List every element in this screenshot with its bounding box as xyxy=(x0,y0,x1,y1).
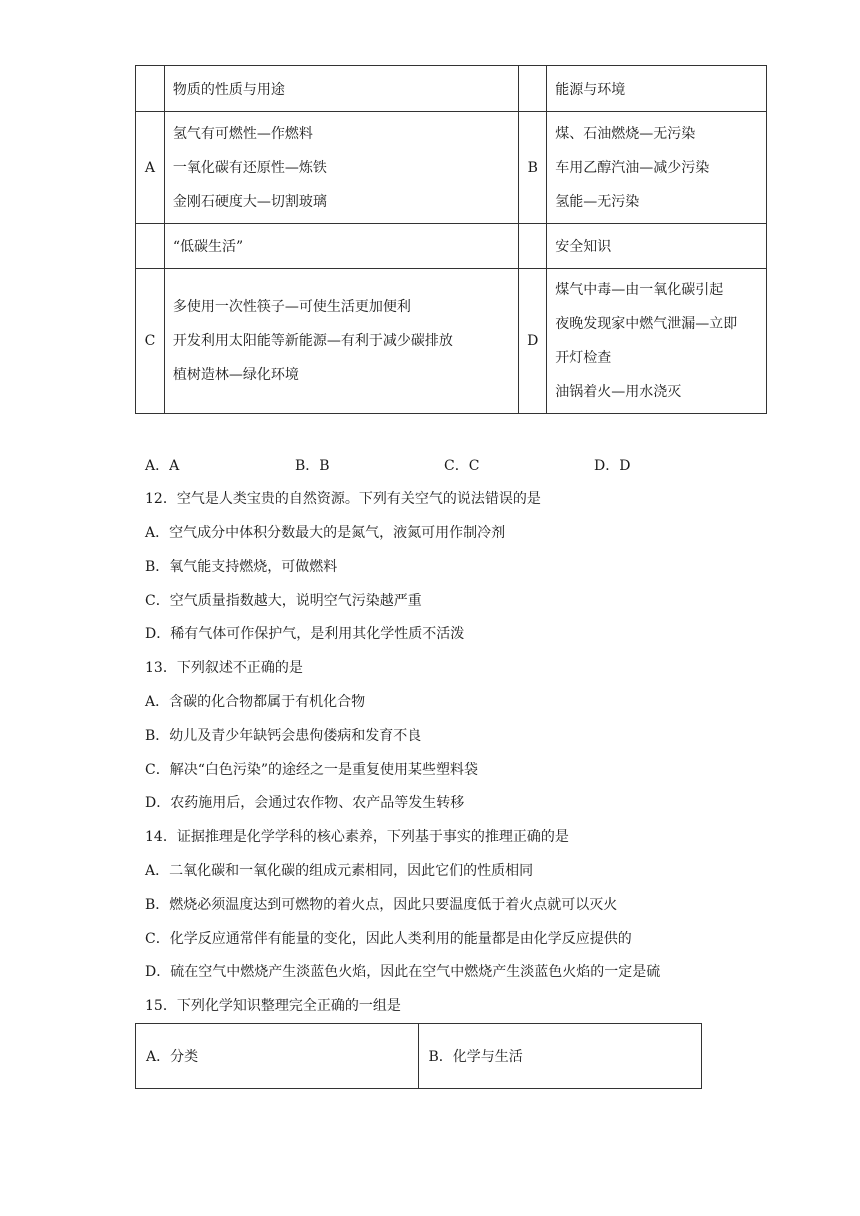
list-item: 煤气中毒—由一氧化碳引起 xyxy=(555,282,724,298)
list-item: 多使用一次性筷子—可使生活更加便利 xyxy=(172,299,411,315)
option-label-d: D xyxy=(519,269,547,414)
table-cell-empty xyxy=(519,66,547,112)
q14-option-a: A．二氧化碳和一氧化碳的组成元素相同，因此它们的性质相同 xyxy=(145,863,534,879)
q12-stem: 12．空气是人类宝贵的自然资源。下列有关空气的说法错误的是 xyxy=(145,491,541,507)
table-row xyxy=(136,66,767,112)
list-item: 开灯检查 xyxy=(555,350,612,366)
table-cell-b xyxy=(547,112,767,224)
list-item: 植树造林—绿化环境 xyxy=(172,367,299,383)
list-item: 氢能—无污染 xyxy=(555,193,640,210)
table-cell-empty xyxy=(136,224,165,269)
q12-option-d: D．稀有气体可作保护气，是利用其化学性质不活泼 xyxy=(145,626,465,642)
option-label-c: C xyxy=(136,269,165,414)
table-row xyxy=(136,269,767,414)
list-item: 开发利用太阳能等新能源—有利于减少碳排放 xyxy=(172,333,453,349)
list-item: 油锅着火—用水浇灭 xyxy=(555,384,682,400)
table-row xyxy=(136,224,767,269)
table-header-cell: 能源与环境 xyxy=(547,66,767,112)
list-item: 煤、石油燃烧—无污染 xyxy=(555,125,696,142)
q15-cell-a: A．分类 xyxy=(136,1024,419,1089)
table-header-cell: 安全知识 xyxy=(547,224,767,269)
q14-option-d: D．硫在空气中燃烧产生淡蓝色火焰，因此在空气中燃烧产生淡蓝色火焰的一定是硫 xyxy=(145,964,661,980)
list-item: 氢气有可燃性—作燃料 xyxy=(172,125,313,142)
q13-option-a: A．含碳的化合物都属于有机化合物 xyxy=(145,694,366,710)
list-item: 夜晚发现家中燃气泄漏—立即 xyxy=(555,316,738,332)
table-cell-a xyxy=(164,112,518,224)
table-cell-empty xyxy=(519,224,547,269)
q14-option-c: C．化学反应通常伴有能量的变化，因此人类利用的能量都是由化学反应提供的 xyxy=(145,931,632,947)
list-item: 车用乙醇汽油—减少污染 xyxy=(555,159,710,176)
q14-option-b: B．燃烧必须温度达到可燃物的着火点，因此只要温度低于着火点就可以灭火 xyxy=(145,897,618,913)
table-cell-empty xyxy=(136,66,165,112)
q14-stem: 14．证据推理是化学学科的核心素养，下列基于事实的推理正确的是 xyxy=(145,829,569,845)
table-cell-d xyxy=(547,269,767,414)
q11-option-b: B．B xyxy=(295,458,330,474)
list-item: 金刚石硬度大—切割玻璃 xyxy=(172,193,327,210)
table-cell-c xyxy=(164,269,518,414)
q13-stem: 13．下列叙述不正确的是 xyxy=(145,660,303,676)
q12-option-c: C．空气质量指数越大，说明空气污染越严重 xyxy=(145,593,422,609)
q13-option-d: D．农药施用后，会通过农作物、农产品等发生转移 xyxy=(145,795,465,811)
q11-table xyxy=(135,65,767,414)
q15-table xyxy=(135,1023,702,1089)
q11-option-c: C．C xyxy=(444,458,480,474)
q13-option-b: B．幼儿及青少年缺钙会患佝偻病和发育不良 xyxy=(145,728,422,744)
q13-option-c: C．解决“白色污染”的途经之一是重复使用某些塑料袋 xyxy=(145,762,479,778)
table-header-cell: 物质的性质与用途 xyxy=(164,66,518,112)
q12-option-b: B．氧气能支持燃烧，可做燃料 xyxy=(145,559,338,575)
table-header-cell: “低碳生活” xyxy=(164,224,518,269)
q12-option-a: A．空气成分中体积分数最大的是氮气，液氮可用作制冷剂 xyxy=(145,525,506,541)
list-item: 一氧化碳有还原性—炼铁 xyxy=(172,159,327,176)
table-row xyxy=(136,112,767,224)
option-label-b: B xyxy=(519,112,547,224)
q11-option-a: A．A xyxy=(145,458,180,474)
q15-cell-b: B．化学与生活 xyxy=(418,1024,702,1089)
table-row xyxy=(136,1024,702,1089)
q15-stem: 15．下列化学知识整理完全正确的一组是 xyxy=(145,998,401,1014)
option-label-a: A xyxy=(136,112,165,224)
q11-option-d: D．D xyxy=(594,458,631,474)
